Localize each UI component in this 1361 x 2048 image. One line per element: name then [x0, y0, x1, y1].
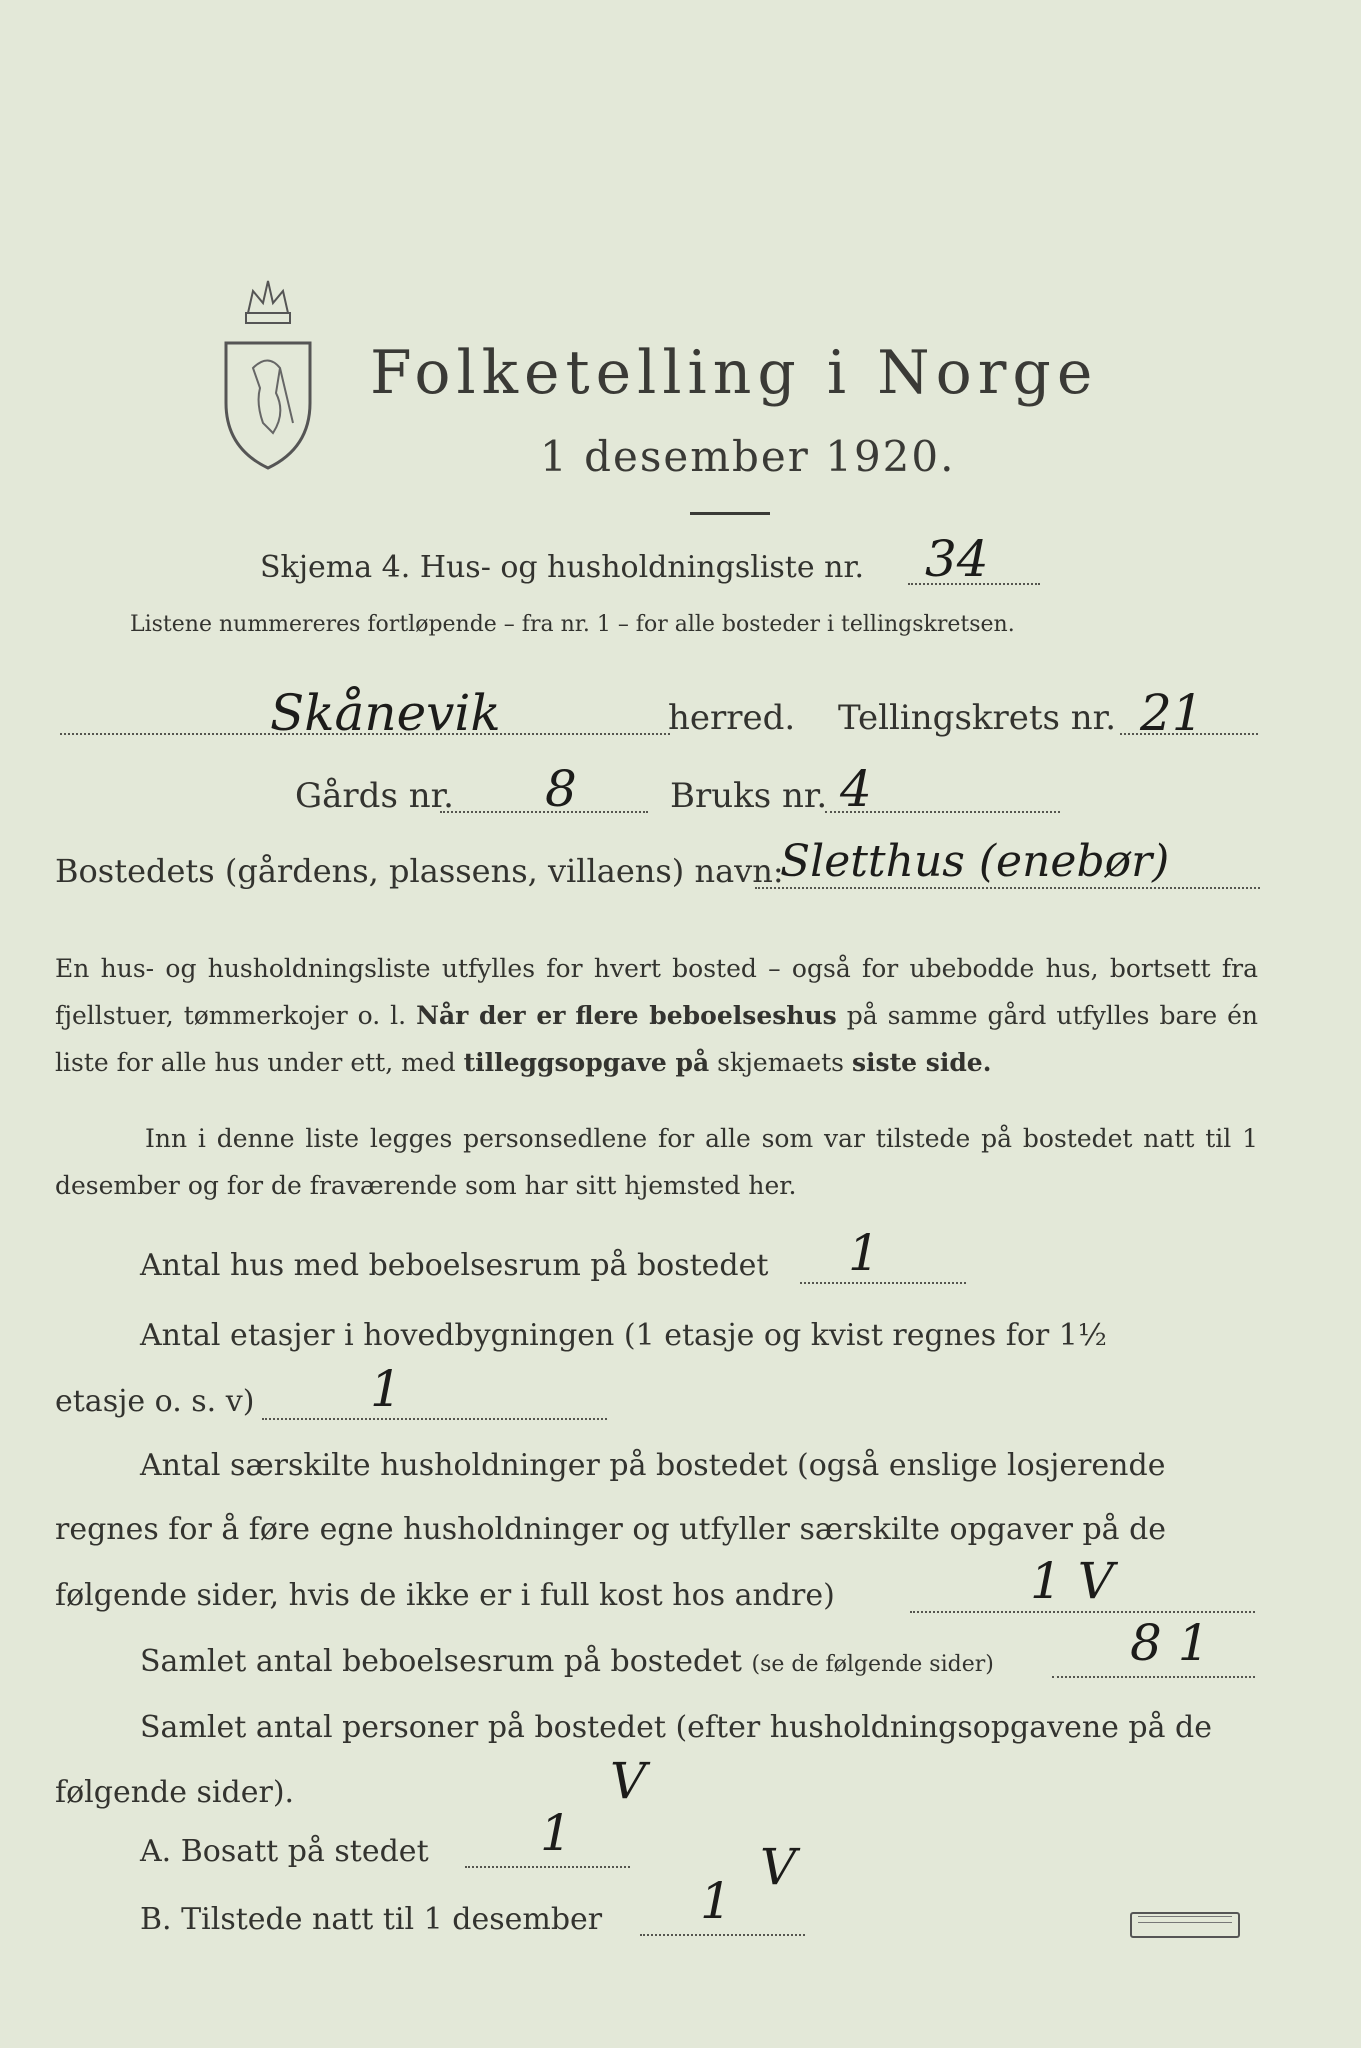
q4-value: 8 1	[1130, 1614, 1210, 1672]
q4-label	[140, 1644, 994, 1679]
q3-label-line3: følgende sider, hvis de ikke er i full kost hos andre)	[55, 1578, 835, 1613]
instruction-text-b3: på samme gård utfylles bare én liste for alle hus under ett, med	[55, 1001, 1259, 1077]
q1-label: Antal hus med beboelsesrum på bostedet	[140, 1248, 769, 1283]
q3-label-line1: Antal særskilte husholdninger på bostedet (også enslige losjerende	[140, 1448, 1166, 1483]
q1-line	[800, 1282, 966, 1284]
schema-number-value: 34	[925, 530, 989, 588]
norwegian-coat-of-arms-icon	[218, 273, 318, 473]
tilstede-check-mark: V	[760, 1838, 797, 1896]
bosted-value: Sletthus (enebør)	[780, 836, 1170, 887]
q2-line	[262, 1418, 607, 1420]
bruks-value: 4	[840, 760, 872, 818]
q1-value: 1	[848, 1224, 880, 1282]
instruction-text-b1: Når der er	[416, 1001, 566, 1030]
bosatt-label: A. Bosatt på stedet	[140, 1834, 429, 1869]
herred-value: Skånevik	[270, 684, 501, 742]
bosted-label: Bostedets (gårdens, plassens, villaens) navn:	[55, 852, 784, 890]
gards-line	[440, 811, 648, 813]
schema-note: Listene nummereres fortløpende – fra nr. 1 – for alle bosteder i tellingskretsen.	[130, 612, 1015, 637]
bosted-line	[755, 887, 1260, 889]
q4-label-note: (se de følgende sider)	[751, 1652, 994, 1677]
printer-stamp	[1130, 1912, 1240, 1938]
q5-check-mark: V	[610, 1752, 647, 1810]
instruction-paragraph-1	[55, 945, 1258, 1086]
instruction-text-b6: siste side.	[851, 1048, 992, 1077]
instruction-text-b2: flere beboelseshus	[575, 1001, 837, 1030]
q2-label-line2: etasje o. s. v)	[55, 1384, 255, 1419]
q5-label-line2: følgende sider).	[55, 1775, 295, 1810]
q4-label-text: Samlet antal beboelsesrum på bostedet	[140, 1644, 742, 1679]
title-divider	[690, 512, 770, 515]
gards-label: Gårds nr.	[295, 776, 454, 816]
schema-label: Skjema 4. Hus- og husholdningsliste nr.	[260, 550, 865, 585]
bosatt-line	[465, 1866, 630, 1868]
q2-label-line1: Antal etasjer i hovedbygningen (1 etasje og kvist regnes for 1½	[140, 1318, 1107, 1353]
q3-value: 1 V	[1030, 1552, 1114, 1610]
tilstede-label: B. Tilstede natt til 1 desember	[140, 1902, 603, 1937]
bosatt-value: 1	[540, 1804, 572, 1862]
q3-line	[910, 1611, 1255, 1613]
instruction-text-a: En hus- og husholdningsliste utfylles for hvert bosted – også for ubebodde hus, bortsett fra fjellstuer, tømmerkojer o. l.	[55, 954, 1258, 1030]
bruks-label: Bruks nr.	[670, 776, 828, 816]
q5-label-line1: Samlet antal personer på bostedet (efter husholdningsopgavene på de	[140, 1710, 1213, 1745]
q3-label-line2: regnes for å føre egne husholdninger og utfyller særskilte opgaver på de	[55, 1512, 1167, 1547]
instruction-text-b4: tilleggsopgave på	[463, 1048, 710, 1077]
form-title: Folketelling i Norge	[370, 338, 1099, 408]
instruction-text-b5: skjemaets	[717, 1048, 844, 1077]
q4-line	[1052, 1676, 1255, 1678]
tellingskrets-value: 21	[1140, 684, 1204, 742]
tellingskrets-label: Tellingskrets nr.	[838, 698, 1117, 738]
census-date: 1 desember 1920.	[540, 432, 956, 481]
tilstede-value: 1	[700, 1872, 732, 1930]
gards-value: 8	[545, 760, 577, 818]
herred-label: herred.	[668, 698, 796, 738]
tilstede-line	[640, 1934, 805, 1936]
q2-value: 1	[370, 1360, 402, 1418]
instruction-paragraph-2: Inn i denne liste legges personsedlene for alle som var tilstede på bostedet natt til 1 desember og for de fraværende som har sitt hjemsted her.	[55, 1124, 1258, 1200]
